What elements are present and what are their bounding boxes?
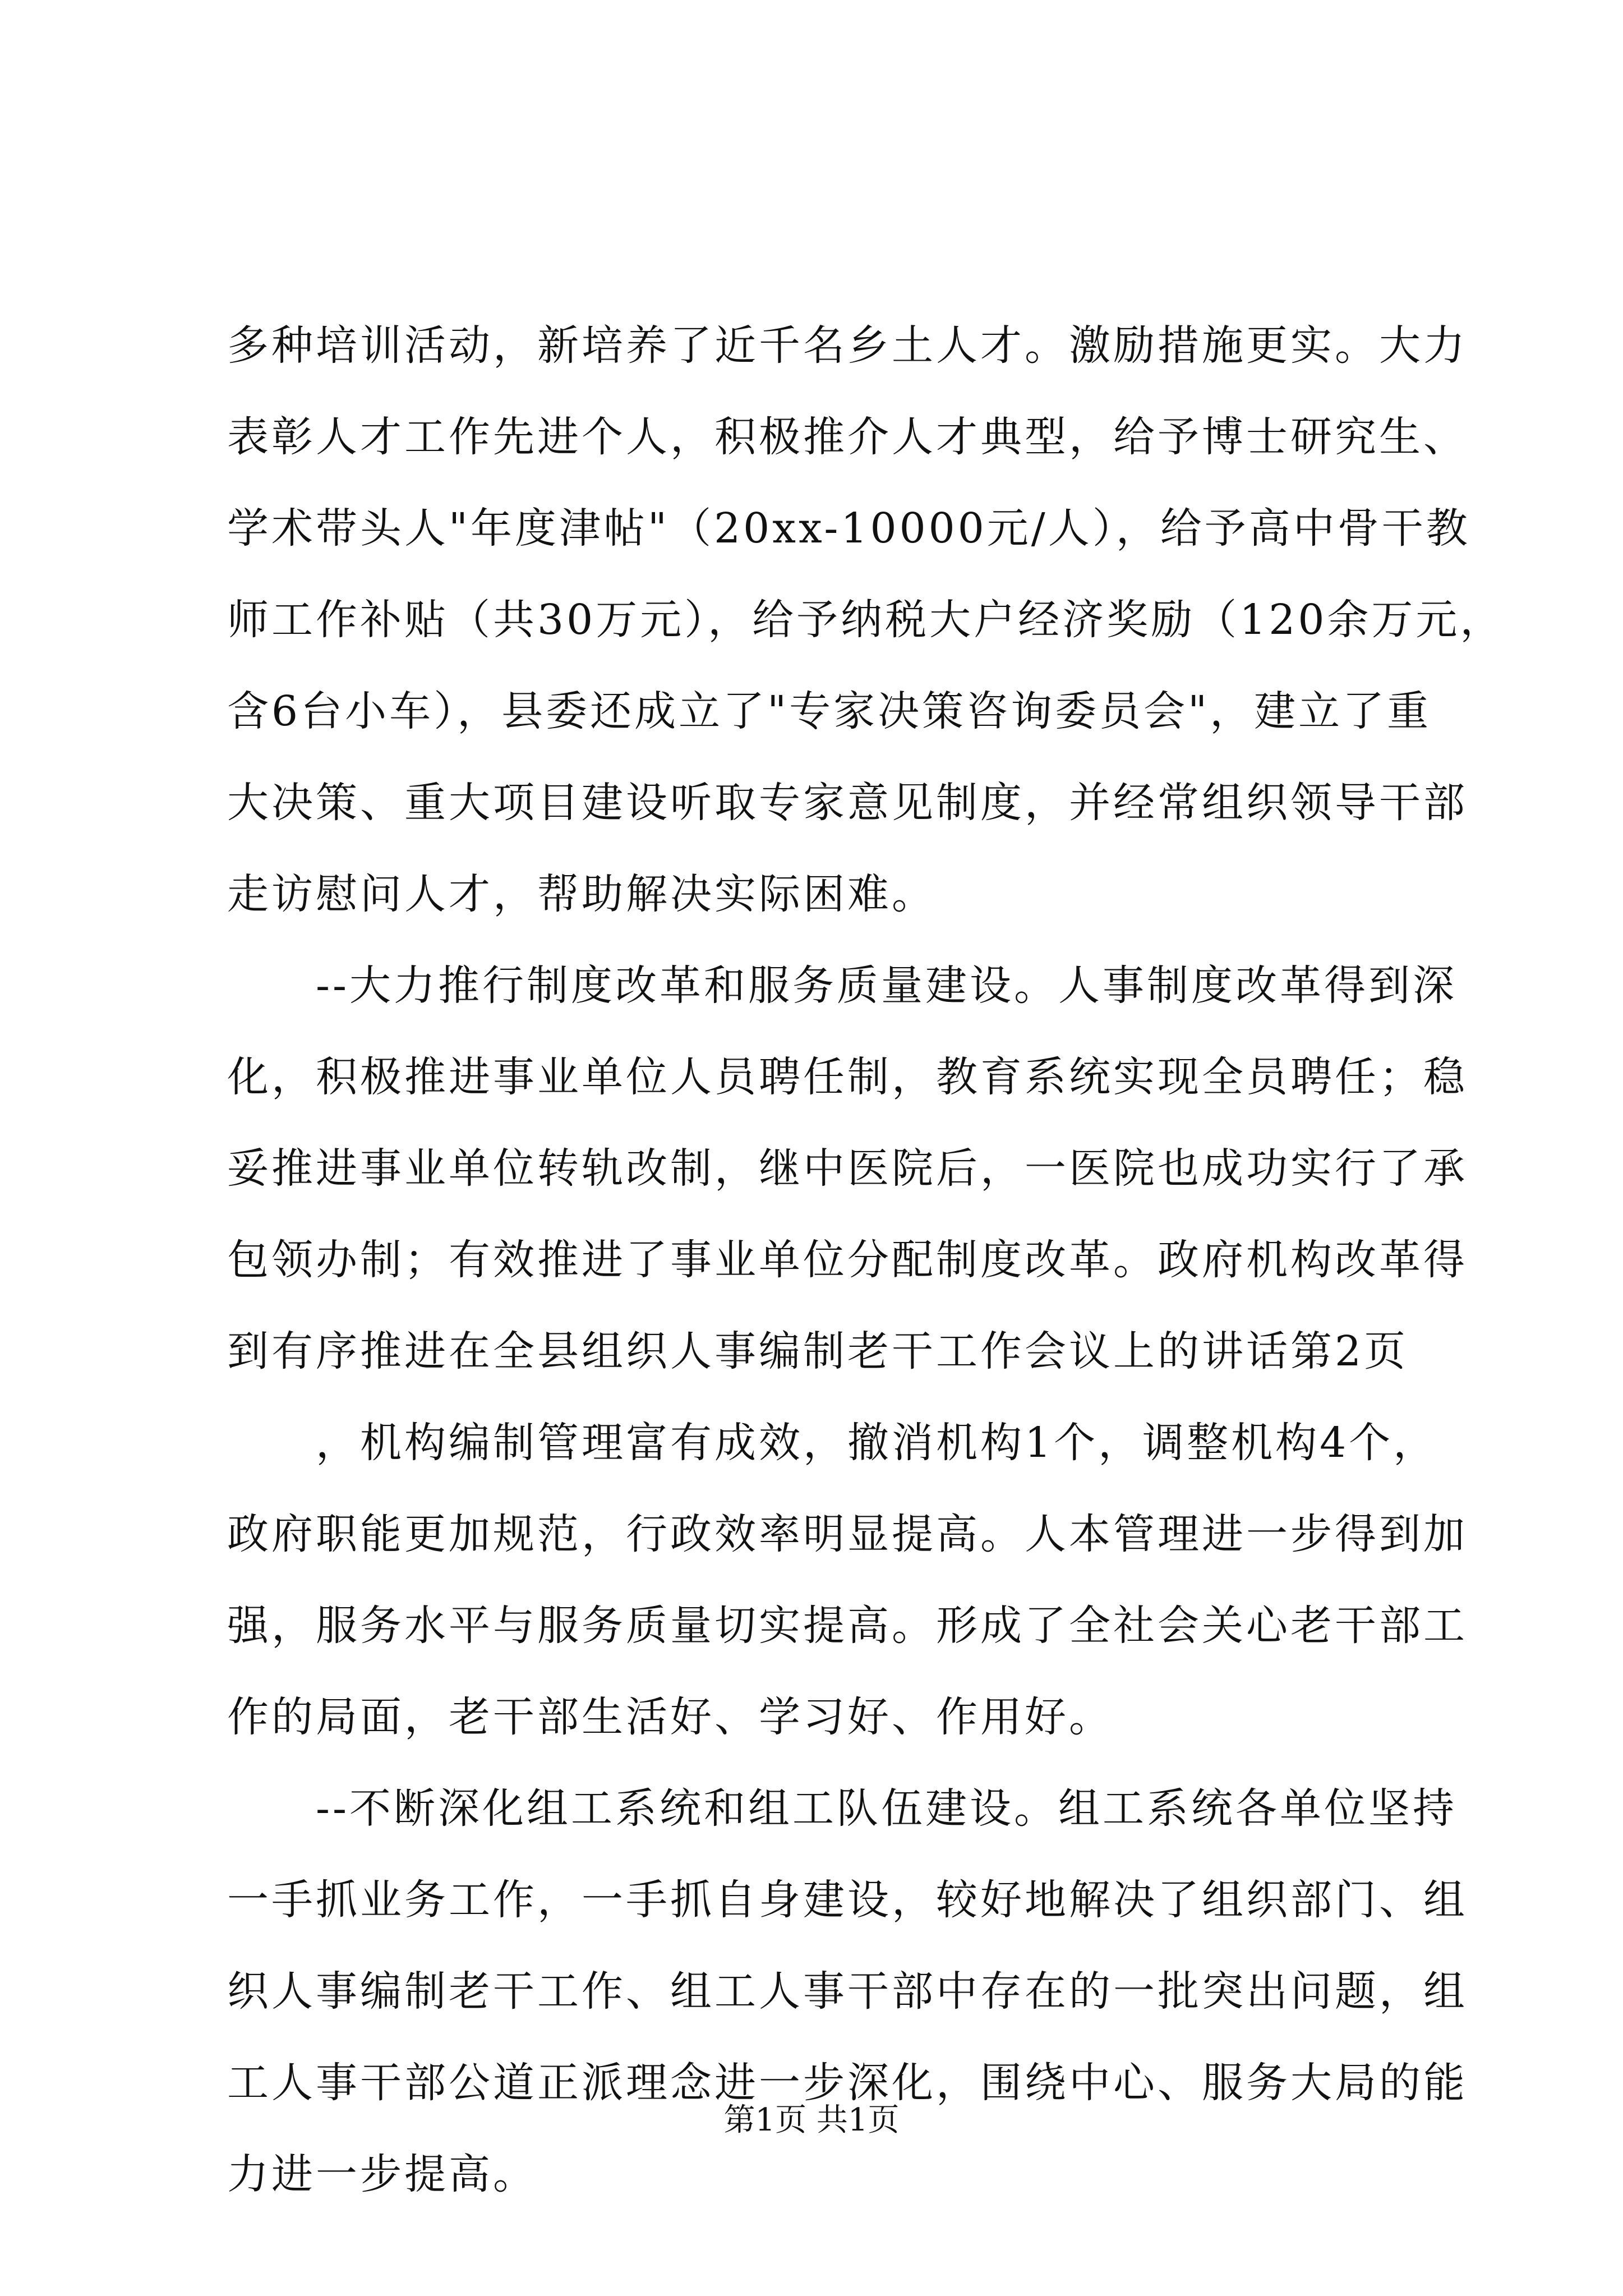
text-line: 强，服务水平与服务质量切实提高。形成了全社会关心老干部工: [227, 1602, 1468, 1650]
text-line: 包领办制；有效推进了事业单位分配制度改革。政府机构改革得: [227, 1236, 1468, 1284]
paragraph-start-line: --大力推行制度改革和服务质量建设。人事制度改革得到深: [227, 961, 1458, 1010]
text-line: 大决策、重大项目建设听取专家意见制度，并经常组织领导干部: [227, 779, 1468, 827]
text-line: 工人事干部公道正派理念进一步深化，围绕中心、服务大局的能: [227, 2059, 1468, 2107]
document-body: [227, 300, 1505, 2220]
text-line: 学术带头人"年度津帖"（20xx-10000元/人），给予高中骨干教: [227, 504, 1470, 553]
text-line: 多种培训活动，新培养了近千名乡土人才。激励措施更实。大力: [227, 321, 1468, 370]
text-line: 织人事编制老干工作、组工人事干部中存在的一批突出问题，组: [227, 1967, 1468, 2016]
text-line: 力进一步提高。: [227, 2150, 537, 2198]
text-line: 妥推进事业单位转轨改制，继中医院后，一医院也成功实行了承: [227, 1144, 1468, 1193]
text-line: 走访慰问人才，帮助解决实际困难。: [227, 870, 936, 918]
text-line: 政府职能更加规范，行政效率明显提高。人本管理进一步得到加: [227, 1510, 1468, 1558]
text-line: 一手抓业务工作，一手抓自身建设，较好地解决了组织部门、组: [227, 1876, 1468, 1924]
text-line: 到有序推进在全县组织人事编制老干工作会议上的讲话第2页: [227, 1327, 1409, 1375]
text-line: 表彰人才工作先进个人，积极推介人才典型，给予博士研究生、: [227, 413, 1468, 461]
text-line: 师工作补贴（共30万元），给予纳税大户经济奖励（120余万元，: [227, 596, 1505, 644]
paragraph-start-line: --不断深化组工系统和组工队伍建设。组工系统各单位坚持: [227, 1784, 1458, 1833]
text-line: 化，积极推进事业单位人员聘任制，教育系统实现全员聘任；稳: [227, 1053, 1468, 1101]
page-number-label: 第1页 共1页: [723, 2102, 900, 2138]
page-footer: [0, 2101, 1623, 2140]
paragraph-start-line: ，机构编制管理富有成效，撤消机构1个，调整机构4个，: [227, 1419, 1438, 1467]
text-line: 作的局面，老干部生活好、学习好、作用好。: [227, 1693, 1113, 1741]
text-line: 含6台小车），县委还成立了"专家决策咨询委员会"，建立了重: [227, 687, 1432, 735]
